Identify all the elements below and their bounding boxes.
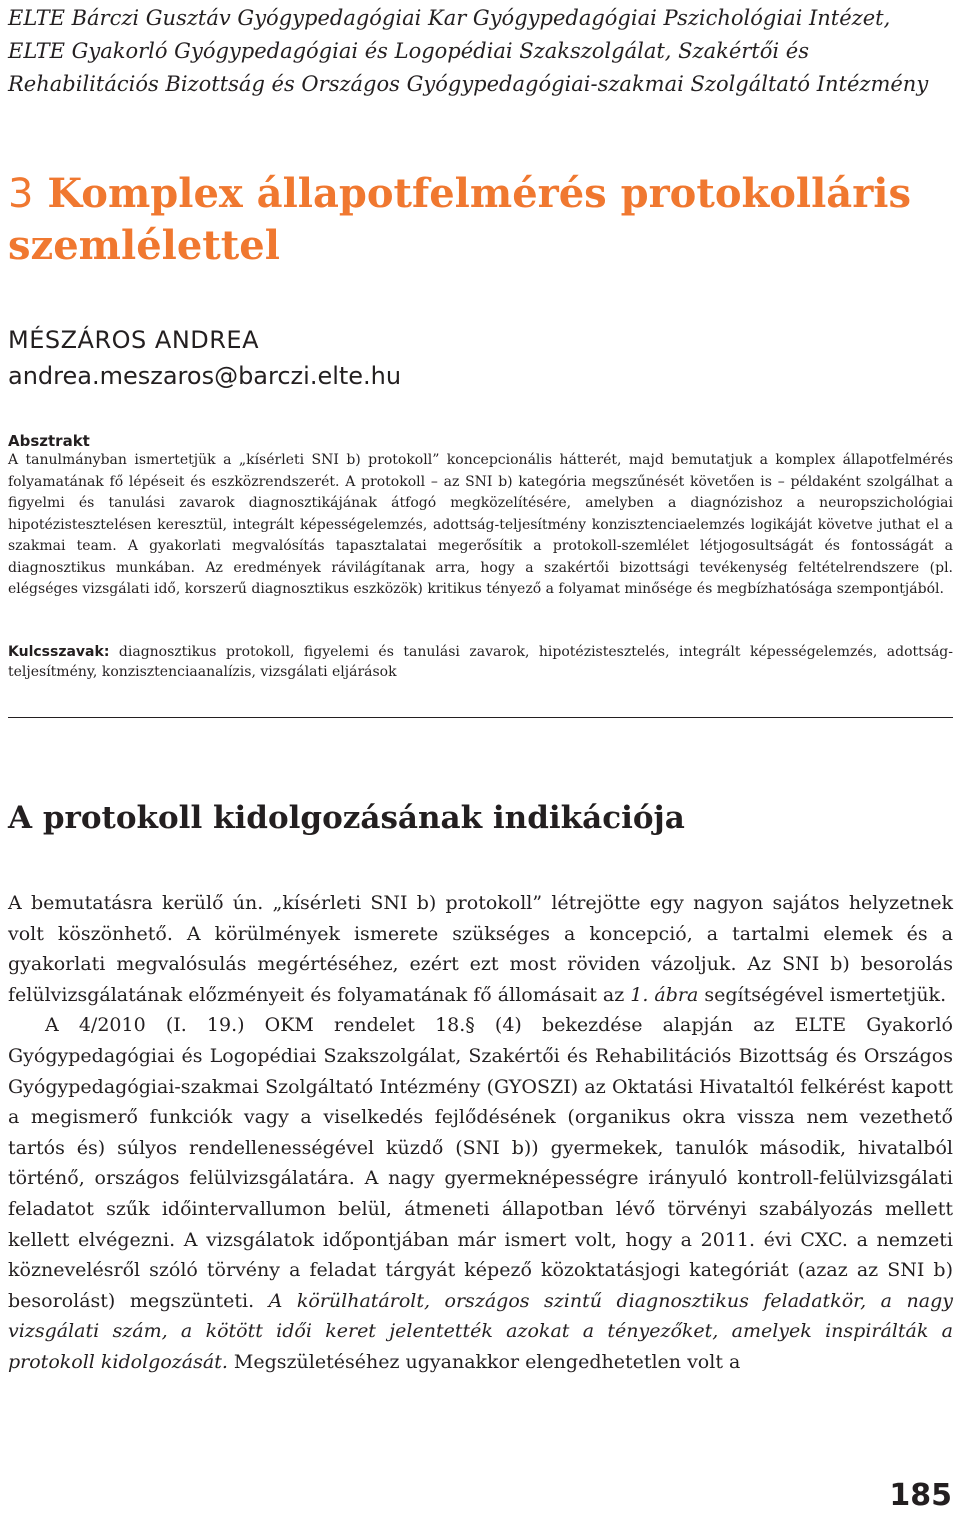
paragraph-text: segítségével ismertetjük.	[698, 983, 947, 1006]
author-email: andrea.meszaros@barczi.elte.hu	[8, 362, 402, 390]
affiliation-line: ELTE Bárczi Gusztáv Gyógypedagógiai Kar Gyógypedagógiai Pszichológiai Intézet,	[8, 6, 891, 30]
chapter-number: 3	[8, 171, 34, 217]
paragraph	[8, 888, 953, 1010]
emphasized-text: A körülhatárolt, országos szintű diagnosztikus feladatkör, a nagy vizsgálati szám, a kötött idői keret jelentették azokat a tényezőket, amelyek inspirálták a protokoll kidolgozását.	[8, 1289, 953, 1373]
paragraph	[8, 1010, 953, 1377]
abstract-heading: Absztrakt	[8, 432, 90, 450]
keywords-text: diagnosztikus protokoll, figyelemi és tanulási zavarok, hipotézistesztelés, integrált képességelemzés, adottság-teljesítmény, konzisztenciaanalízis, vizsgálati eljárások	[8, 644, 953, 680]
section-title: A protokoll kidolgozásának indikációja	[8, 800, 685, 836]
paragraph-text: A bemutatásra kerülő ún. „kísérleti SNI b) protokoll” létrejötte egy nagyon sajátos helyzetnek volt köszönhető. A körülmények ismerete szükséges a koncepció, a tartalmi elemek és a gyakorlati megvalósulás megértéséhez, ezért ezt most röviden vázoljuk. Az SNI b) besorolás felülvizsgálatának előzményeit és folyamatának fő állomásait az	[8, 892, 953, 1006]
author-name: MÉSZÁROS ANDREA	[8, 326, 260, 354]
keywords	[8, 642, 953, 682]
chapter-title	[8, 168, 953, 272]
affiliation-line: Rehabilitációs Bizottság és Országos Gyógypedagógiai-szakmai Szolgáltató Intézmény	[8, 72, 929, 96]
affiliation	[8, 2, 953, 101]
divider	[8, 717, 953, 718]
chapter-title-text: Komplex állapotfelmérés protokolláris szemlélettel	[8, 170, 911, 269]
affiliation-line: ELTE Gyakorló Gyógypedagógiai és Logopédiai Szakszolgálat, Szakértői és	[8, 39, 809, 63]
abstract-text: A tanulmányban ismertetjük a „kísérleti SNI b) protokoll” koncepcionális hátterét, majd bemutatjuk a komplex állapotfelmérés folyamatának fő lépéseit és eszközrendszerét. A protokoll – az SNI b) kategória megszűnését követően is – példaként szolgálhat a figyelmi és tanulási zavarok diagnosztikájának átfogó megközelítésére, amelyben a diagnózishoz a neuropszichológiai hipotézistesztelésen keresztül, integrált képességelemzés, adottság-teljesítmény konzisztenciaelemzés logikáját követve juthat el a szakmai team. A gyakorlati megvalósítás tapasztalatai megerősítik a protokoll-szemlélet létjogosultságát és fontosságát a diagnosztikus munkában. Az eredmények rávilágítanak arra, hogy a szakértői bizottsági tevékenység feltételrendszere (pl. elégséges vizsgálati idő, korszerű diagnosztikus eszközök) kritikus tényező a folyamat minősége és megbízhatósága szempontjából.	[8, 452, 953, 597]
body-text	[8, 888, 953, 1378]
paragraph-text: Megszületéséhez ugyanakkor elengedhetetlen volt a	[227, 1350, 741, 1373]
paragraph-text: A 4/2010 (I. 19.) OKM rendelet 18.§ (4) bekezdése alapján az ELTE Gyakorló Gyógypedagógiai és Logopédiai Szakszolgálat, Szakértői és Rehabilitációs Bizottság és Országos Gyógypedagógiai-szakmai Szolgáltató Intézmény (GYOSZI) az Oktatási Hivataltól felkérést kapott a megismerő funkciók vagy a viselkedés fejlődésének (organikus okra vissza nem vezethető tartós és) súlyos rendellenességével küzdő (SNI b)) gyermekek, tanulók második, hivatalból történő, országos felülvizsgálatára. A nagy gyermeknépességre irányuló kontroll-felülvizsgálati feladatot szűk időintervallumon belül, átmeneti állapotban lévő törvényi szabályozás mellett kellett elvégezni. A vizsgálatok időpontjában már ismert volt, hogy a 2011. évi CXC. a nemzeti köznevelésről szóló törvény a feladat tárgyát képező közoktatásjogi kategóriát (azaz az SNI b) besorolást) megszünteti.	[8, 1014, 953, 1312]
keywords-label: Kulcsszavak:	[8, 644, 110, 660]
figure-reference: 1. ábra	[630, 983, 699, 1006]
page-number: 185	[889, 1478, 952, 1513]
